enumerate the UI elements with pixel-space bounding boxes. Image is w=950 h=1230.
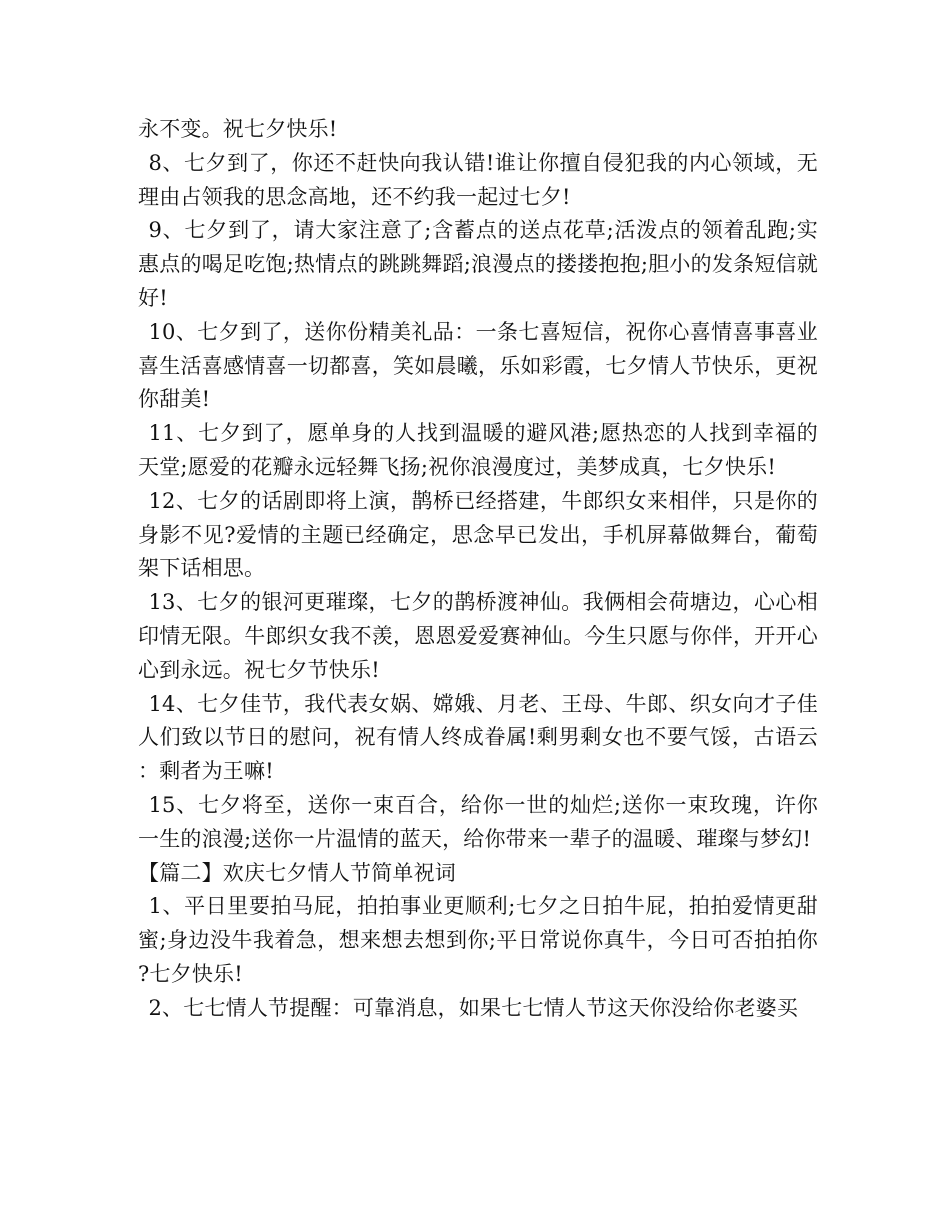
section-title: 【篇二】欢庆七夕情人节简单祝词	[138, 860, 456, 885]
paragraph: 10、七夕到了，送你份精美礼品：一条七喜短信，祝你心喜情喜事喜业喜生活喜感情喜一切都喜，笑如晨曦，乐如彩霞，七夕情人节快乐，更祝你甜美!	[138, 319, 818, 412]
paragraph: 13、七夕的银河更璀璨，七夕的鹊桥渡神仙。我俩相会荷塘边，心心相印情无限。牛郎织女我不羡，恩恩爱爱赛神仙。今生只愿与你伴，开开心心到永远。祝七夕节快乐!	[138, 590, 818, 682]
paragraph: 永不变。祝七夕快乐!	[138, 117, 338, 141]
paragraph: 8、七夕到了，你还不赶快向我认错!谁让你擅自侵犯我的内心领域，无理由占领我的思念高地，还不约我一起过七夕!	[138, 150, 818, 209]
paragraph: 15、七夕将至，送你一束百合，给你一世的灿烂;送你一束玫瑰，许你一生的浪漫;送你一片温情的蓝天，给你带来一辈子的温暖、璀璨与梦幻!	[138, 792, 818, 851]
paragraph: 14、七夕佳节，我代表女娲、嫦娥、月老、王母、牛郎、织女向才子佳人们致以节日的慰问，祝有情人终成眷属!剩男剩女也不要气馁，古语云：剩者为王嘛!	[138, 691, 818, 784]
paragraph: 11、七夕到了，愿单身的人找到温暖的避风港;愿热恋的人找到幸福的天堂;愿爱的花瓣永远轻舞飞扬;祝你浪漫度过，美梦成真，七夕快乐!	[138, 421, 818, 479]
paragraph: 2、七七情人节提醒：可靠消息，如果七七情人节这天你没给你老婆买	[148, 995, 799, 1020]
document-page	[138, 113, 818, 1026]
paragraph: 12、七夕的话剧即将上演，鹊桥已经搭建，牛郎织女来相伴，只是你的身影不见?爱情的主题已经确定，思念早已发出，手机屏幕做舞台，葡萄架下话相思。	[138, 488, 818, 581]
paragraph: 9、七夕到了，请大家注意了;含蓄点的送点花草;活泼点的领着乱跑;实惠点的喝足吃饱;热情点的跳跳舞蹈;浪漫点的搂搂抱抱;胆小的发条短信就好!	[138, 218, 818, 310]
paragraph: 1、平日里要拍马屁，拍拍事业更顺利;七夕之日拍牛屁，拍拍爱情更甜蜜;身边没牛我着急，想来想去想到你;平日常说你真牛，今日可否拍拍你?七夕快乐!	[138, 894, 818, 986]
